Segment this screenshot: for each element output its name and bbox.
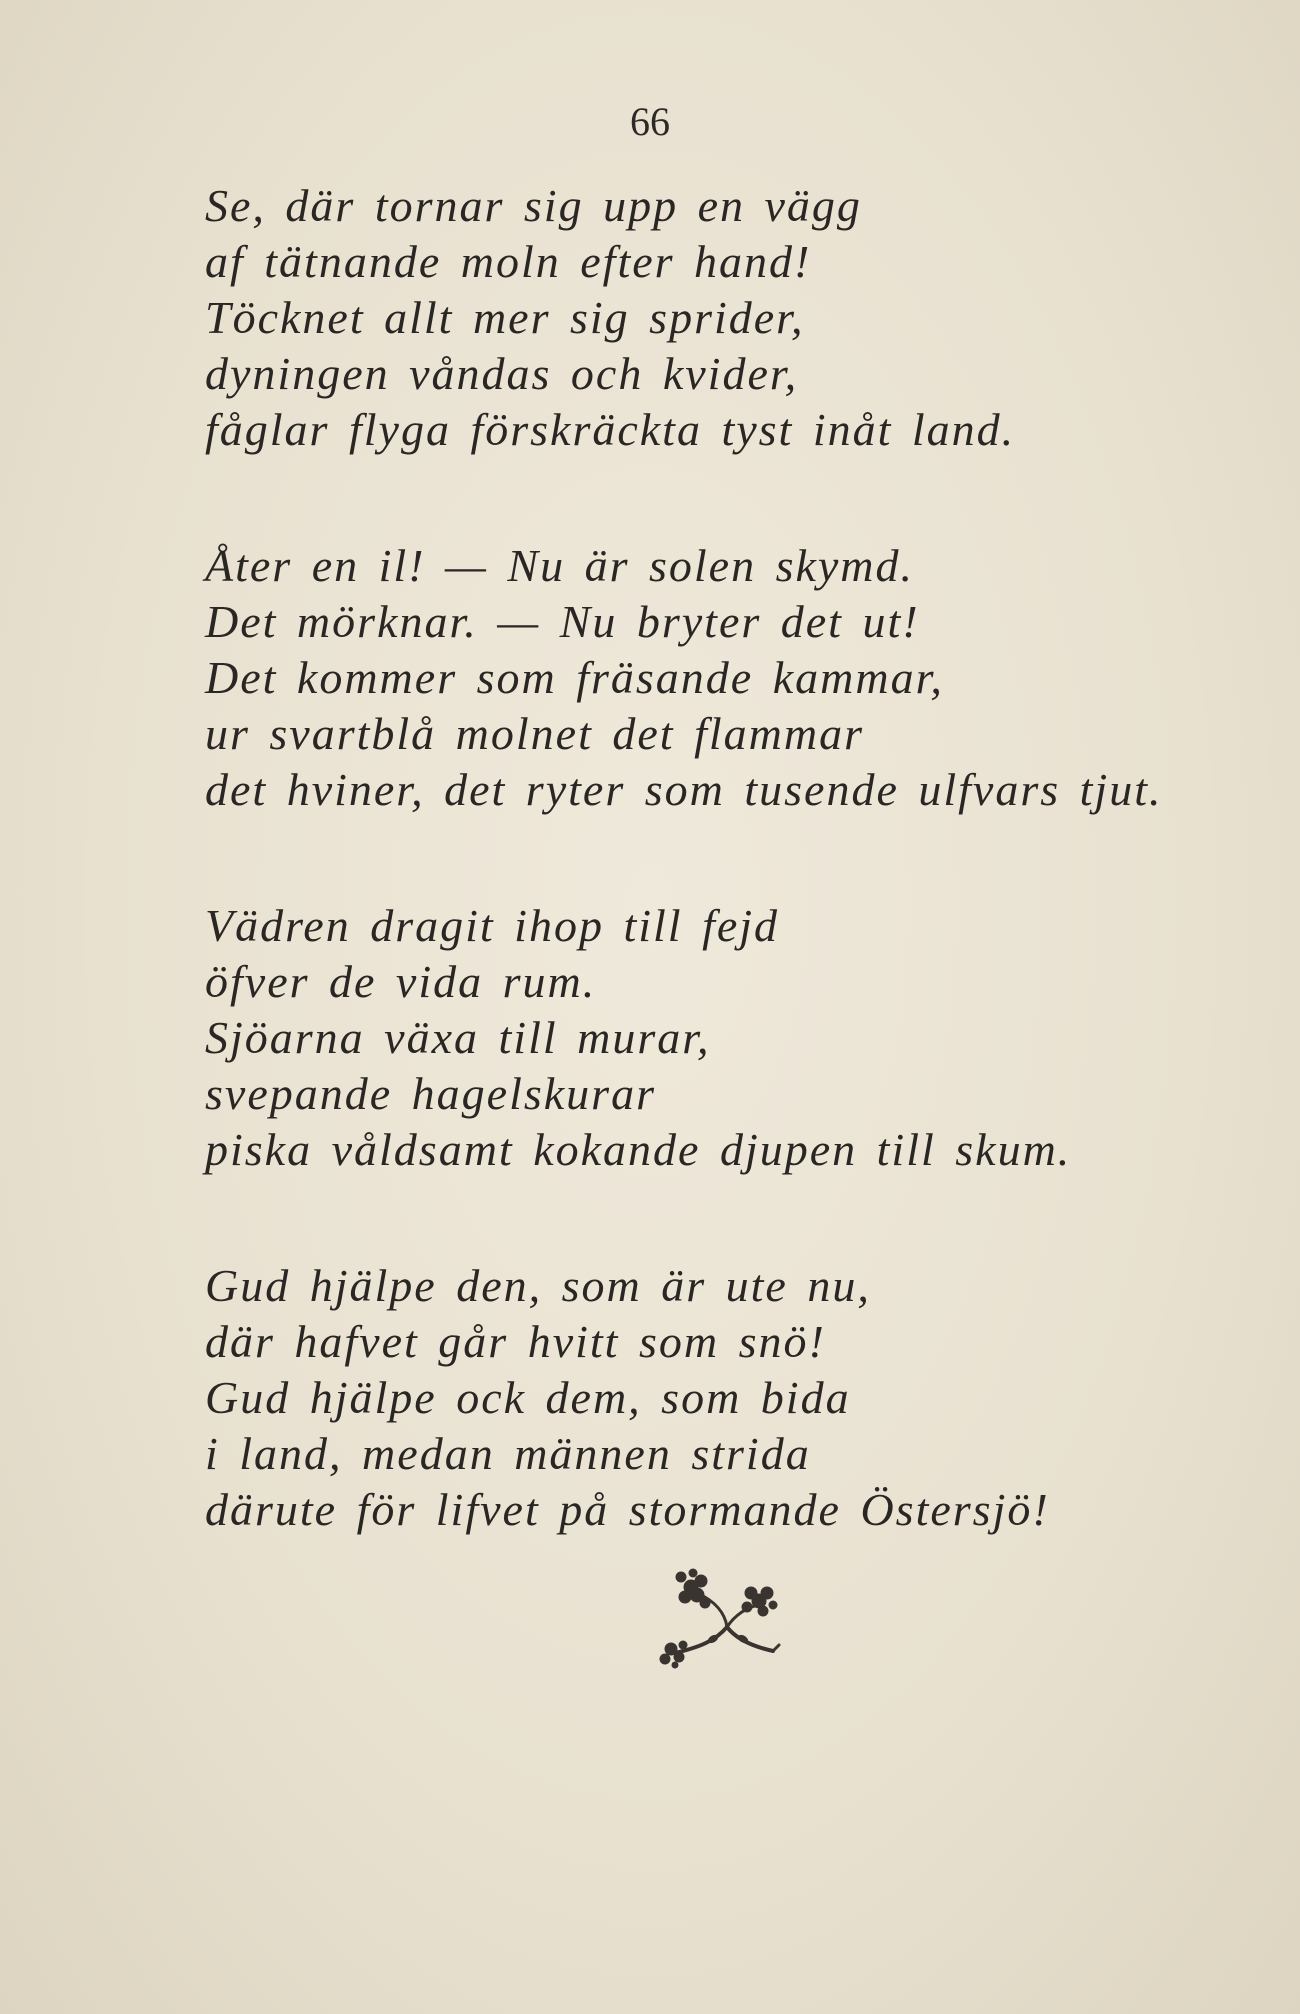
poem-line: Åter en il! — Nu är solen skymd. — [205, 540, 915, 591]
poem — [205, 178, 1255, 1618]
poem-line: Gud hjälpe ock dem, som bida — [205, 1372, 851, 1423]
poem-line: Se, där tornar sig upp en vägg — [205, 180, 862, 231]
poem-line: i land, medan männen strida — [205, 1428, 811, 1479]
poem-line: Gud hjälpe den, som är ute nu, — [205, 1260, 871, 1311]
poem-line: dyningen våndas och kvider, — [205, 348, 799, 399]
poem-line: Det mörknar. — Nu bryter det ut! — [205, 596, 920, 647]
poem-line: svepande hagelskurar — [205, 1068, 656, 1119]
poem-line: Vädren dragit ihop till fejd — [205, 900, 780, 951]
poem-line: Sjöarna växa till murar, — [205, 1012, 711, 1063]
stanza-1 — [205, 178, 1255, 458]
poem-line: fåglar flyga förskräckta tyst inåt land. — [205, 404, 1016, 455]
poem-line: af tätnande moln efter hand! — [205, 236, 812, 287]
poem-line: det hviner, det ryter som tusende ulfvars tjut. — [205, 764, 1163, 815]
stanza-2 — [205, 538, 1255, 818]
poem-line: ur svartblå molnet det flammar — [205, 708, 864, 759]
poem-line: där hafvet går hvitt som snö! — [205, 1316, 826, 1367]
poem-line: Töcknet allt mer sig sprider, — [205, 292, 805, 343]
poem-line: Det kommer som fräsande kammar, — [205, 652, 944, 703]
stanza-4 — [205, 1258, 1255, 1538]
page-number: 66 — [630, 99, 670, 144]
floral-sprig-icon — [655, 1565, 785, 1670]
poem-line: därute för lifvet på stormande Östersjö! — [205, 1484, 1050, 1535]
poem-line: piska våldsamt kokande djupen till skum. — [205, 1124, 1072, 1175]
poem-line: öfver de vida rum. — [205, 956, 597, 1007]
stanza-3 — [205, 898, 1255, 1178]
